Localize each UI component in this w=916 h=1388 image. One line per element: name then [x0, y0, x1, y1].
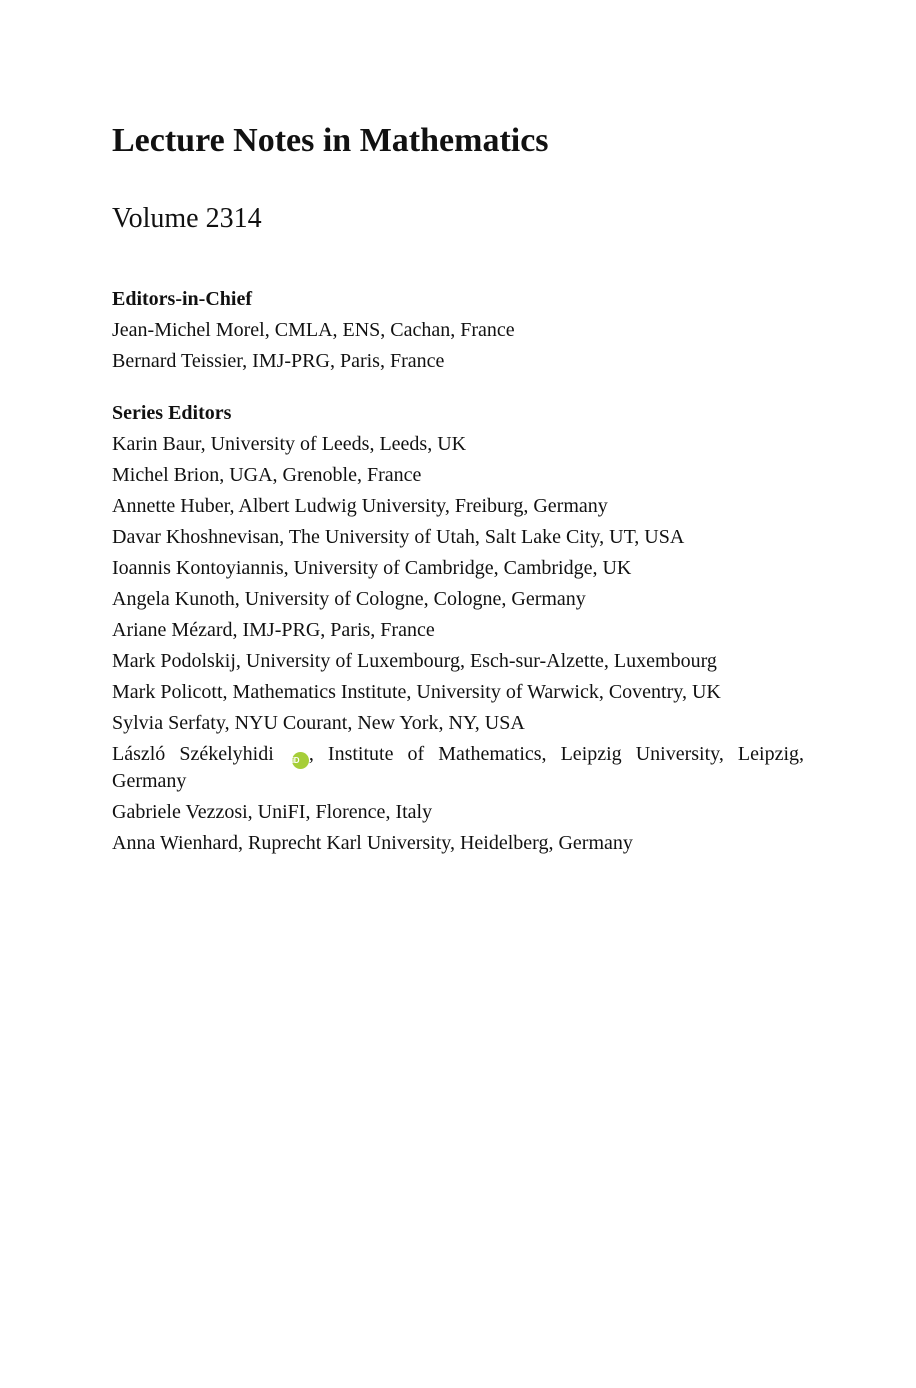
- series-editor-entry: Sylvia Serfaty, NYU Courant, New York, NY, USA: [112, 712, 525, 734]
- series-editor-entry-szekelyhidi: [112, 742, 804, 794]
- series-editor-entry: Mark Podolskij, University of Luxembourg, Esch-sur-Alzette, Luxembourg: [112, 650, 717, 672]
- series-editor-entry: Karin Baur, University of Leeds, Leeds, UK: [112, 433, 467, 455]
- series-title: Lecture Notes in Mathematics: [112, 122, 549, 159]
- editor-affiliation: , Institute of Mathematics, Leipzig University, Leipzig, Germany: [112, 743, 805, 792]
- series-editor-entry: Mark Policott, Mathematics Institute, University of Warwick, Coventry, UK: [112, 681, 721, 703]
- editor-in-chief-entry: Bernard Teissier, IMJ-PRG, Paris, France: [112, 350, 445, 372]
- series-editor-entry: Davar Khoshnevisan, The University of Utah, Salt Lake City, UT, USA: [112, 526, 685, 548]
- series-editor-entry: Ariane Mézard, IMJ-PRG, Paris, France: [112, 619, 435, 641]
- series-editor-entry: Anna Wienhard, Ruprecht Karl University, Heidelberg, Germany: [112, 832, 633, 854]
- series-editor-entry: Annette Huber, Albert Ludwig University, Freiburg, Germany: [112, 495, 608, 517]
- series-editors-section: [112, 400, 804, 862]
- orcid-icon[interactable]: iD: [292, 752, 309, 769]
- editors-in-chief-heading: Editors-in-Chief: [112, 288, 252, 310]
- editors-in-chief-section: [112, 286, 804, 380]
- editor-in-chief-entry: Jean-Michel Morel, CMLA, ENS, Cachan, France: [112, 319, 515, 341]
- series-editor-entry: Ioannis Kontoyiannis, University of Cambridge, Cambridge, UK: [112, 557, 632, 579]
- editors-in-chief-list: [112, 318, 804, 374]
- editor-name: László Székelyhidi: [112, 743, 274, 765]
- series-editors-list: [112, 432, 804, 856]
- series-editor-entry: Michel Brion, UGA, Grenoble, France: [112, 464, 422, 486]
- series-editors-heading: Series Editors: [112, 402, 232, 424]
- series-editor-entry: Gabriele Vezzosi, UniFI, Florence, Italy: [112, 801, 433, 823]
- series-editor-entry: Angela Kunoth, University of Cologne, Cologne, Germany: [112, 588, 586, 610]
- volume-number: Volume 2314: [112, 203, 262, 234]
